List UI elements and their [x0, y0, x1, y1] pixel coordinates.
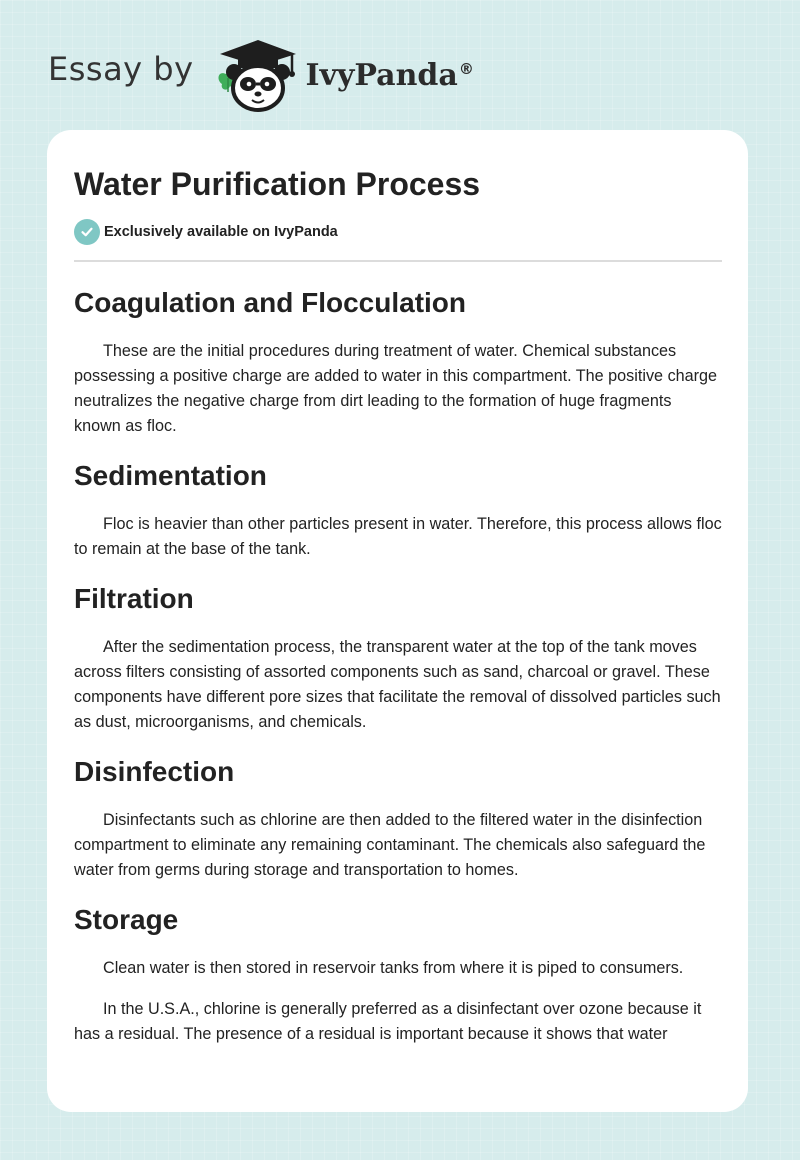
section-heading-filtration: Filtration [74, 583, 194, 614]
brand-prefix: Essay by [48, 50, 194, 88]
paragraph: Disinfectants such as chlorine are then added to the filtered water in the disinfection compartment to eliminate any remaining contaminant. The chemicals also safeguard the water from germs during storage and transportation to homes. [74, 811, 706, 879]
paragraph: In the U.S.A., chlorine is generally preferred as a disinfectant over ozone because it has a residual. The presence of a residual is important because it shows that water [74, 1000, 702, 1043]
check-icon [74, 219, 100, 245]
section-heading-disinfection: Disinfection [74, 756, 235, 787]
section-heading-coagulation: Coagulation and Flocculation [74, 287, 466, 318]
essay-card [47, 130, 748, 1112]
exclusive-badge [74, 218, 722, 246]
paragraph: After the sedimentation process, the transparent water at the top of the tank moves across filters consisting of assorted components such as sand, charcoal or gravel. These components have different pore sizes that facilitate the removal of dissolved particles such as dust, microorganisms, and chemicals. [74, 638, 721, 731]
divider [74, 260, 722, 262]
brand-header [48, 34, 474, 114]
exclusive-label: Exclusively available on IvyPanda [104, 224, 338, 240]
ivypanda-logo-icon[interactable] [212, 34, 304, 114]
section-heading-storage: Storage [74, 904, 179, 935]
page-title: Water Purification Process [74, 166, 481, 202]
brand-name[interactable]: IvyPanda® [305, 57, 474, 93]
registered-mark: ® [458, 59, 474, 78]
paragraph: These are the initial procedures during treatment of water. Chemical substances possessing a positive charge are added to water in this compartment. The positive charge neutralizes the negative charge from dirt leading to the formation of huge fragments known as floc. [74, 342, 718, 435]
section-heading-sedimentation: Sedimentation [74, 460, 267, 491]
paragraph: Floc is heavier than other particles present in water. Therefore, this process allows floc to remain at the base of the tank. [74, 515, 722, 558]
paragraph: Clean water is then stored in reservoir tanks from where it is piped to consumers. [103, 959, 684, 977]
